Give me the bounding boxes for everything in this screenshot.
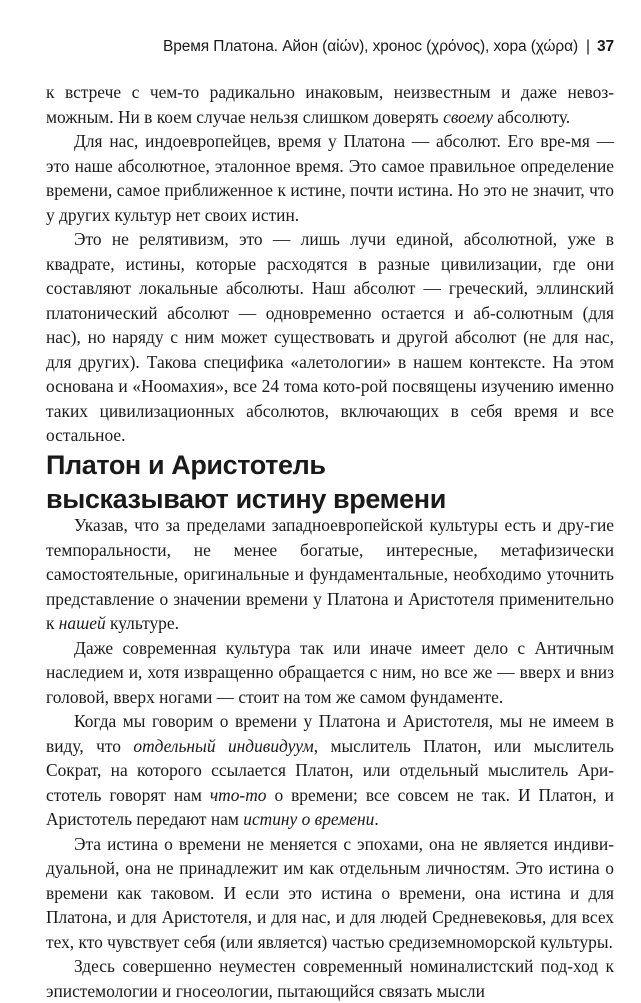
paragraph: Даже современная культура так или иначе имеет дело с Античным наследием и, хотя извращенно обращается с ним, но все же — вверх и вниз головой, вверх ногами — стоит на том же самом фундаменте.: [46, 637, 614, 707]
emphasis: что-то: [209, 784, 267, 805]
text-block-before-heading: [46, 80, 614, 448]
paragraph: Для нас, индоевропейцев, время у Платона — абсолют. Его вре-мя — это наше абсолютное, эталонное время. Это самое правильное определение времени, самое приближенное к истине, почти истина. Но это не значит, что у других культур нет своих истин.: [46, 131, 614, 225]
running-title: Время Платона. Айон (αἰών), хронос (χρόνος), хора (χώρα): [162, 38, 579, 55]
paragraph: Это не релятивизм, это — лишь лучи единой, абсолютной, уже в квадрате, истины, которые расходятся в разные цивилизации, где они составляют локальные абсолюты. Наш абсолют — греческий, эллинский платонический абсолют — одновременно остается и аб-солютным (для нас), но наряду с ним может существовать и другой абсолют (не для нас, для других). Такова специфика «алетологии» в нашем контексте. На этом основана и «Ноомахия», все 24 тома кото-рой посвящены изучению именно таких цивилизационных абсолютов, включающих в себя время и все остальное.: [46, 229, 614, 445]
running-header: [163, 38, 614, 56]
section-heading: [46, 448, 614, 516]
paragraph: к встрече с чем-то радикально инаковым, неизвестным и даже невоз-можным. Ни в коем случае нельзя слишком доверять своему абсолюту.: [46, 82, 614, 127]
text-block-section: [46, 513, 614, 1003]
section-heading-line-1: Платон и Аристотель: [46, 450, 326, 481]
emphasis: нашей: [58, 613, 106, 633]
paragraph: Когда мы говорим о времени у Платона и Аристотеля, мы не имеем в виду, что отдельный индивидуум, мыслитель Платон, или мыслитель Сократ, на которого ссылается Платон, или отдельный мыслитель Ари-стотель говорят нам что-то о времени; все совсем не так. И Платон, и Аристотель передают нам истину о времени.: [46, 711, 614, 829]
emphasis: истину о времени: [243, 809, 375, 829]
paragraph: Указав, что за пределами западноевропейской культуры есть и дру-гие темпоральности, не менее богатые, интересные, метафизически самостоятельные, оригинальные и фундаментальные, необходимо уточнить представление о значении времени у Платона и Аристотеля применительно к нашей культуре.: [46, 515, 614, 633]
header-separator: |: [586, 38, 590, 55]
paragraph: Эта истина о времени не меняется с эпохами, она не является индиви-дуальной, она не принадлежит им как отдельным личностям. Это истина о времени как таковом. И если это истина о времени, она истина и для Платона, и для Аристотеля, и для нас, и для людей Средневековья, для всех тех, кто чувствует себя (или является) частью средиземноморской культуры.: [46, 833, 614, 952]
paragraph: Здесь совершенно неуместен современный номиналистский под-ход к эпистемологии и гносеологии, пытающийся связать мысли: [46, 956, 614, 1001]
emphasis: отдельный индивидуум: [133, 735, 314, 756]
emphasis: своему: [443, 106, 493, 127]
section-heading-line-2: высказывают истину времени: [46, 484, 446, 515]
page-number: 37: [596, 38, 614, 55]
